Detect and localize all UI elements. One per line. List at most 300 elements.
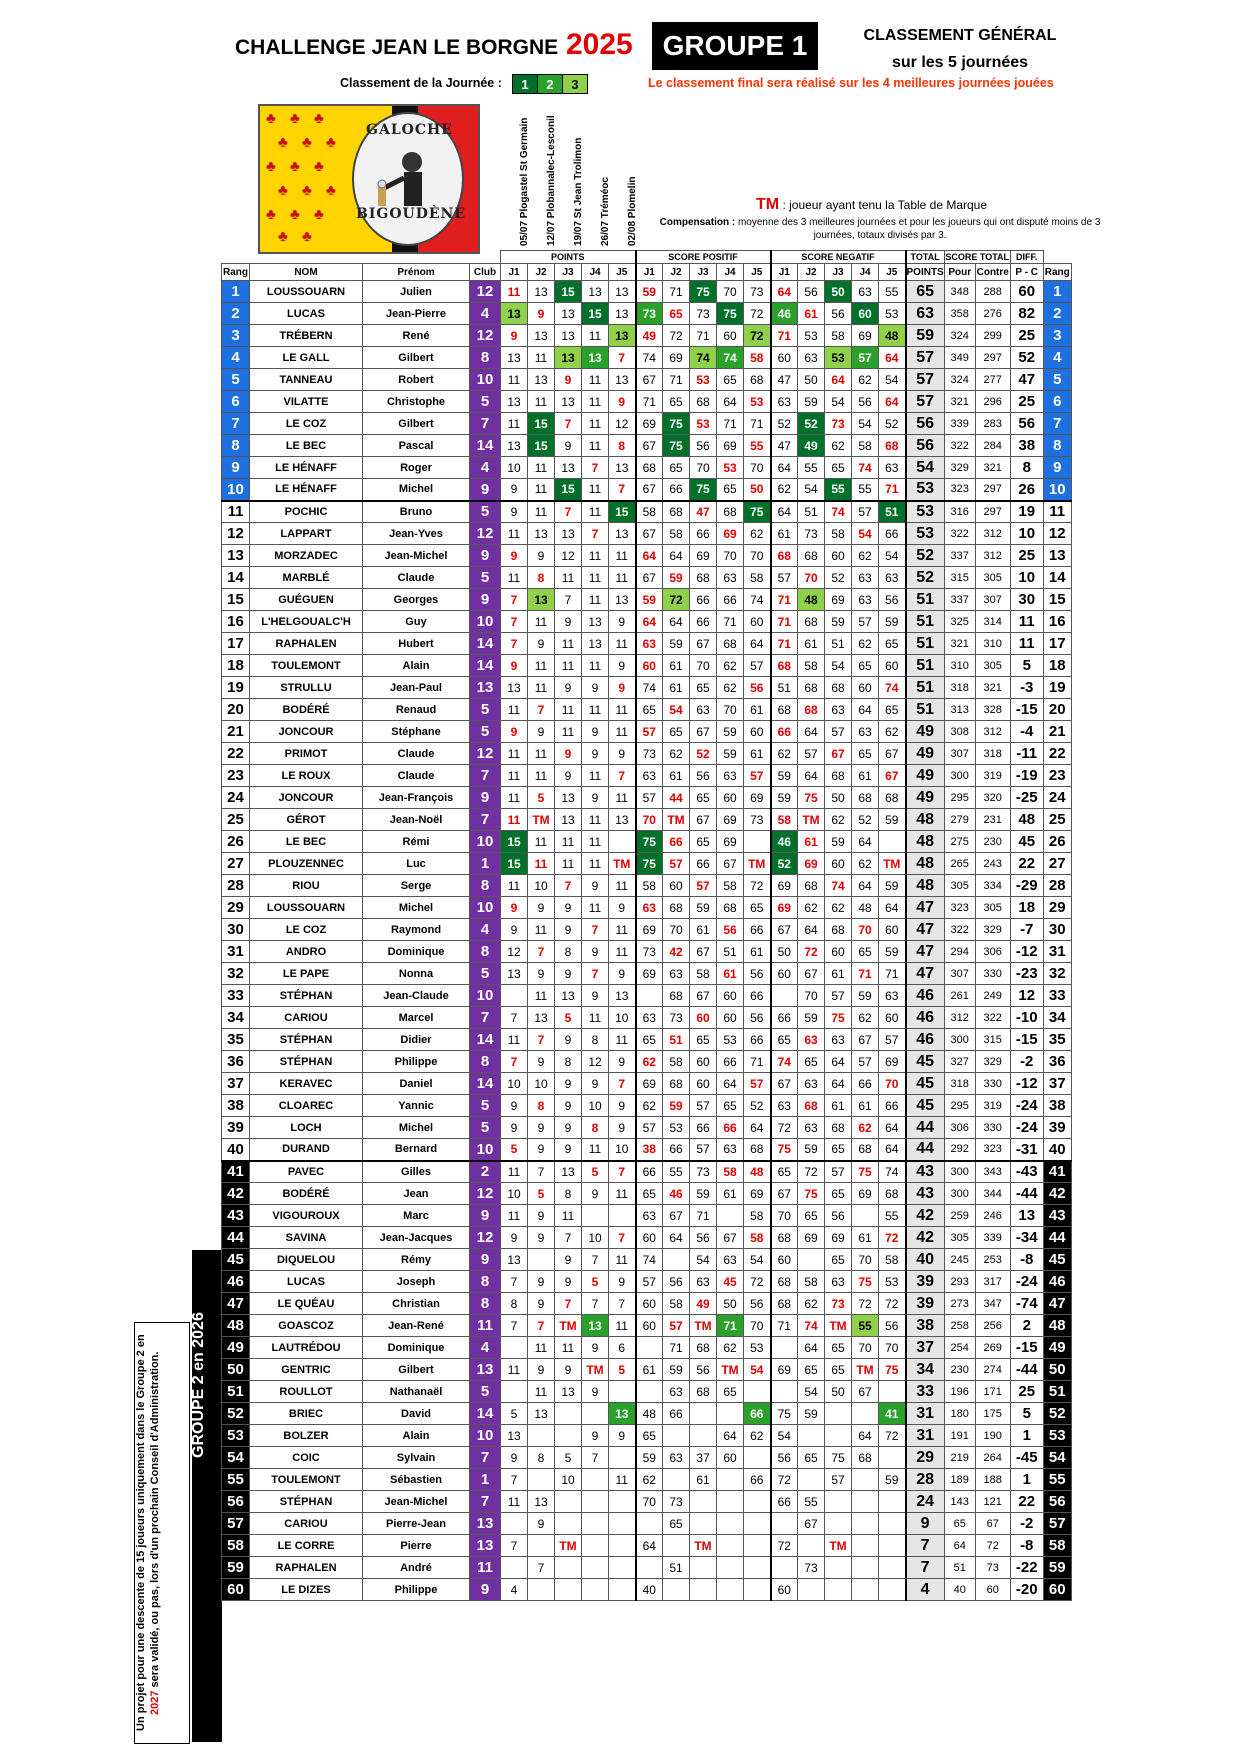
points-j5-cell: 13 (609, 523, 636, 545)
score-positive-j1-cell: 62 (636, 1469, 663, 1491)
score-negative-j5-cell: 54 (879, 369, 906, 391)
firstname-cell: Jean-Michel (363, 1491, 470, 1513)
diff-cell: -74 (1010, 1293, 1043, 1315)
points-j1-cell: 13 (501, 303, 528, 325)
points-j1-cell: 10 (501, 1073, 528, 1095)
score-positive-j2-cell: 55 (663, 1161, 690, 1183)
points-j1-cell: 7 (501, 611, 528, 633)
ermine-icon: ♣ (278, 182, 288, 199)
score-negative-j3-cell: 65 (825, 1139, 852, 1161)
col-pts-j5: J5 (609, 264, 636, 281)
score-negative-j1-cell: 65 (771, 1029, 798, 1051)
points-j1-cell: 7 (501, 1535, 528, 1557)
ermine-icon: ♣ (278, 134, 288, 151)
points-j3-cell: 11 (555, 721, 582, 743)
points-j3-cell: 8 (555, 1183, 582, 1205)
points-j4-cell: 11 (582, 589, 609, 611)
diff-cell: 25 (1010, 325, 1043, 347)
score-contre-cell: 321 (975, 457, 1010, 479)
score-negative-j5-cell: 66 (879, 1095, 906, 1117)
points-j2-cell: 11 (528, 611, 555, 633)
score-positive-j5-cell: 66 (744, 985, 771, 1007)
score-negative-j4-cell: 63 (852, 589, 879, 611)
score-contre-cell: 73 (975, 1557, 1010, 1579)
score-negative-j4-cell: 64 (852, 831, 879, 853)
points-j3-cell (555, 1425, 582, 1447)
points-j5-cell: 13 (609, 985, 636, 1007)
points-j3-cell: 13 (555, 325, 582, 347)
score-negative-j3-cell: 69 (825, 589, 852, 611)
points-j2-cell: 9 (528, 633, 555, 655)
score-negative-j5-cell: 72 (879, 1425, 906, 1447)
score-negative-j4-cell: 48 (852, 897, 879, 919)
score-negative-j5-cell: 59 (879, 611, 906, 633)
score-negative-j5-cell: 72 (879, 1293, 906, 1315)
score-negative-j5-cell: 69 (879, 1051, 906, 1073)
score-negative-j2-cell: 61 (798, 831, 825, 853)
score-negative-j3-cell: 51 (825, 633, 852, 655)
firstname-cell: Rémi (363, 831, 470, 853)
score-negative-j3-cell (825, 1425, 852, 1447)
score-negative-j3-cell: 58 (825, 523, 852, 545)
score-negative-j1-cell: 59 (771, 765, 798, 787)
rank-cell: 2 (222, 303, 250, 325)
score-negative-j2-cell: 58 (798, 655, 825, 677)
club-cell: 4 (470, 1337, 501, 1359)
points-j3-cell: 7 (555, 501, 582, 523)
col-pts-j1: J1 (501, 264, 528, 281)
score-negative-j3-cell: 64 (825, 1051, 852, 1073)
score-positive-j2-cell: 71 (663, 281, 690, 303)
name-cell: LE BEC (250, 435, 363, 457)
score-negative-j2-cell: 65 (798, 1051, 825, 1073)
club-cell: 9 (470, 1579, 501, 1601)
points-j2-cell: 9 (528, 897, 555, 919)
points-j5-cell: 11 (609, 567, 636, 589)
score-negative-j2-cell: 63 (798, 1029, 825, 1051)
rank-right-cell: 53 (1043, 1425, 1071, 1447)
score-negative-j4-cell (852, 1579, 879, 1601)
firstname-cell: Christophe (363, 391, 470, 413)
score-positive-j1-cell: 40 (636, 1579, 663, 1601)
score-positive-j5-cell: 56 (744, 677, 771, 699)
score-positive-j4-cell: TM (717, 1359, 744, 1381)
score-negative-j5-cell: 74 (879, 677, 906, 699)
score-negative-j4-cell: 57 (852, 611, 879, 633)
diff-cell: 38 (1010, 435, 1043, 457)
club-cell: 13 (470, 1359, 501, 1381)
club-cell: 8 (470, 941, 501, 963)
rank-right-cell: 12 (1043, 523, 1071, 545)
compensation-text: moyenne des 3 meilleures journées et pour les joueurs qui ont disputé moins de 3 journées, totaux divisés par 3. (735, 217, 1101, 241)
score-contre-cell: 344 (975, 1183, 1010, 1205)
rank-cell: 8 (222, 435, 250, 457)
score-negative-j4-cell: 61 (852, 1095, 879, 1117)
diff-cell: -24 (1010, 1095, 1043, 1117)
score-positive-j5-cell: 73 (744, 281, 771, 303)
total-points-cell: 57 (906, 347, 945, 369)
rank-cell: 7 (222, 413, 250, 435)
diff-cell: -15 (1010, 1337, 1043, 1359)
score-positive-j4-cell (717, 1557, 744, 1579)
rank-cell: 9 (222, 457, 250, 479)
rank-cell: 21 (222, 721, 250, 743)
score-negative-j1-cell: 60 (771, 1249, 798, 1271)
rank-right-cell: 15 (1043, 589, 1071, 611)
score-negative-j1-cell: 61 (771, 523, 798, 545)
rank-right-cell: 58 (1043, 1535, 1071, 1557)
name-cell: RAPHALEN (250, 1557, 363, 1579)
score-contre-cell: 329 (975, 1051, 1010, 1073)
score-pour-cell: 315 (944, 567, 975, 589)
score-negative-j2-cell: 51 (798, 501, 825, 523)
ermine-icon: ♣ (302, 228, 312, 245)
score-negative-j2-cell: 50 (798, 369, 825, 391)
score-negative-j2-cell: 64 (798, 765, 825, 787)
club-cell: 11 (470, 1315, 501, 1337)
points-j4-cell: 12 (582, 1051, 609, 1073)
score-positive-j1-cell: 70 (636, 1491, 663, 1513)
day-ranking-legend-label: Classement de la Journée : (340, 76, 502, 90)
score-positive-j1-cell: 67 (636, 435, 663, 457)
score-negative-j5-cell: 59 (879, 941, 906, 963)
rank-right-cell: 35 (1043, 1029, 1071, 1051)
score-negative-j3-cell: 56 (825, 303, 852, 325)
score-positive-j1-cell: 59 (636, 589, 663, 611)
score-pour-cell: 196 (944, 1381, 975, 1403)
name-cell: RAPHALEN (250, 633, 363, 655)
firstname-cell: Jean-Jacques (363, 1227, 470, 1249)
total-points-cell: 53 (906, 479, 945, 501)
firstname-cell: Luc (363, 853, 470, 875)
rank-right-cell: 11 (1043, 501, 1071, 523)
points-j1-cell: 9 (501, 501, 528, 523)
score-negative-j2-cell: 62 (798, 897, 825, 919)
rank-right-cell: 54 (1043, 1447, 1071, 1469)
score-positive-j3-cell: 63 (690, 1271, 717, 1293)
rank-cell: 4 (222, 347, 250, 369)
total-points-cell: 48 (906, 831, 945, 853)
score-positive-j4-cell: 53 (717, 1029, 744, 1051)
score-positive-j1-cell: 73 (636, 303, 663, 325)
score-positive-j5-cell: 71 (744, 1051, 771, 1073)
club-cell: 10 (470, 985, 501, 1007)
rank-right-cell: 33 (1043, 985, 1071, 1007)
score-contre-cell: 330 (975, 963, 1010, 985)
name-cell: CARIOU (250, 1007, 363, 1029)
score-positive-j4-cell: 71 (717, 611, 744, 633)
diff-cell: 25 (1010, 1381, 1043, 1403)
points-j3-cell: 11 (555, 1205, 582, 1227)
name-cell: L'HELGOUALC'H (250, 611, 363, 633)
score-positive-j3-cell: 59 (690, 897, 717, 919)
tm-code: TM (756, 196, 780, 213)
score-negative-j5-cell: 63 (879, 457, 906, 479)
score-positive-j2-cell: 58 (663, 1293, 690, 1315)
points-j1-cell: 9 (501, 919, 528, 941)
club-cell: 5 (470, 963, 501, 985)
diff-cell: 26 (1010, 479, 1043, 501)
club-cell: 14 (470, 655, 501, 677)
club-cell: 10 (470, 897, 501, 919)
points-j4-cell: 9 (582, 1381, 609, 1403)
points-j4-cell: 13 (582, 1315, 609, 1337)
score-positive-j4-cell: 68 (717, 501, 744, 523)
descent-note-a: Un projet pour une descente de 15 joueurs uniquement dans le Groupe 2 en (135, 1334, 147, 1732)
rank-right-cell: 56 (1043, 1491, 1071, 1513)
rank-cell: 1 (222, 281, 250, 303)
points-j1-cell: 7 (501, 1315, 528, 1337)
score-negative-j5-cell: 70 (879, 1073, 906, 1095)
rank-cell: 31 (222, 941, 250, 963)
rank-right-cell: 2 (1043, 303, 1071, 325)
score-negative-j1-cell (771, 1381, 798, 1403)
club-cell: 7 (470, 1447, 501, 1469)
points-j4-cell: 9 (582, 1425, 609, 1447)
points-j3-cell: 9 (555, 963, 582, 985)
score-negative-j3-cell: 62 (825, 897, 852, 919)
points-j3-cell: 15 (555, 479, 582, 501)
score-negative-j3-cell: 62 (825, 809, 852, 831)
score-negative-j1-cell: 68 (771, 1227, 798, 1249)
diff-cell: -44 (1010, 1359, 1043, 1381)
points-j1-cell: 11 (501, 765, 528, 787)
score-pour-cell: 51 (944, 1557, 975, 1579)
header-spacer (222, 251, 501, 264)
points-j2-cell: 5 (528, 1183, 555, 1205)
rank-cell: 30 (222, 919, 250, 941)
diff-cell: -23 (1010, 963, 1043, 985)
score-positive-j2-cell: 68 (663, 1073, 690, 1095)
diff-cell: -12 (1010, 941, 1043, 963)
points-j5-cell: 11 (609, 941, 636, 963)
score-contre-cell: 322 (975, 1007, 1010, 1029)
rank-right-cell: 19 (1043, 677, 1071, 699)
rank-cell: 41 (222, 1161, 250, 1183)
points-j3-cell (555, 1579, 582, 1601)
score-negative-j5-cell: 59 (879, 1469, 906, 1491)
points-j2-cell: 11 (528, 479, 555, 501)
score-negative-j4-cell: 52 (852, 809, 879, 831)
points-j4-cell: 7 (582, 1249, 609, 1271)
legend-second: 2 (537, 74, 563, 94)
score-contre-cell: 256 (975, 1315, 1010, 1337)
points-j2-cell: 13 (528, 1491, 555, 1513)
score-negative-j1-cell: 52 (771, 413, 798, 435)
score-negative-j3-cell: 60 (825, 853, 852, 875)
score-positive-j1-cell: 67 (636, 479, 663, 501)
score-positive-j1-cell (636, 1381, 663, 1403)
score-positive-j5-cell: 74 (744, 589, 771, 611)
points-j2-cell: 15 (528, 413, 555, 435)
name-cell: DURAND (250, 1139, 363, 1161)
score-negative-j4-cell: 66 (852, 1073, 879, 1095)
total-points-cell: 7 (906, 1535, 945, 1557)
score-negative-j2-cell: 73 (798, 1557, 825, 1579)
score-negative-j3-cell: 63 (825, 1029, 852, 1051)
score-negative-j1-cell: 75 (771, 1139, 798, 1161)
legend-first: 1 (512, 74, 538, 94)
total-points-cell: 47 (906, 941, 945, 963)
diff-cell: -34 (1010, 1227, 1043, 1249)
score-negative-j4-cell (852, 1491, 879, 1513)
date-j3: 19/07 St Jean Trolimon (573, 137, 584, 246)
points-j4-cell: 11 (582, 897, 609, 919)
score-positive-j4-cell: 60 (717, 985, 744, 1007)
score-positive-j5-cell: 64 (744, 1117, 771, 1139)
score-positive-j2-cell: 56 (663, 1271, 690, 1293)
table-row (222, 1293, 1072, 1315)
score-positive-j2-cell: 65 (663, 303, 690, 325)
points-j1-cell: 13 (501, 1249, 528, 1271)
score-contre-cell: 321 (975, 677, 1010, 699)
score-positive-j4-cell: 58 (717, 875, 744, 897)
score-pour-cell: 337 (944, 589, 975, 611)
points-j2-cell: 13 (528, 369, 555, 391)
score-positive-j5-cell: 72 (744, 875, 771, 897)
diff-cell: 8 (1010, 457, 1043, 479)
club-cell: 9 (470, 479, 501, 501)
score-negative-j3-cell: 69 (825, 1227, 852, 1249)
firstname-cell: Daniel (363, 1073, 470, 1095)
score-negative-j4-cell: 63 (852, 281, 879, 303)
table-row (222, 391, 1072, 413)
score-negative-j4-cell: 57 (852, 501, 879, 523)
club-cell: 9 (470, 545, 501, 567)
diff-cell: 19 (1010, 501, 1043, 523)
score-contre-cell: 230 (975, 831, 1010, 853)
table-row (222, 1381, 1072, 1403)
score-negative-j1-cell: 69 (771, 897, 798, 919)
score-positive-j2-cell: 57 (663, 1315, 690, 1337)
points-j5-cell: 13 (609, 457, 636, 479)
points-j5-cell: 9 (609, 1117, 636, 1139)
rank-right-cell: 10 (1043, 479, 1071, 501)
score-negative-j1-cell: 72 (771, 1535, 798, 1557)
score-negative-j4-cell (852, 1557, 879, 1579)
score-negative-j2-cell: 56 (798, 281, 825, 303)
score-positive-j3-cell: 73 (690, 1161, 717, 1183)
total-points-cell: 43 (906, 1183, 945, 1205)
score-pour-cell: 292 (944, 1139, 975, 1161)
score-negative-j4-cell: 70 (852, 919, 879, 941)
score-pour-cell: 318 (944, 677, 975, 699)
points-j1-cell: 11 (501, 1029, 528, 1051)
rank-cell: 38 (222, 1095, 250, 1117)
score-negative-j4-cell: 58 (852, 435, 879, 457)
score-positive-j1-cell: 58 (636, 875, 663, 897)
points-j5-cell: 7 (609, 1161, 636, 1183)
score-contre-cell: 269 (975, 1337, 1010, 1359)
score-contre-cell: 310 (975, 633, 1010, 655)
firstname-cell: Dominique (363, 941, 470, 963)
firstname-cell: Jean-Michel (363, 545, 470, 567)
tm-legend (756, 196, 987, 214)
points-j4-cell (582, 1513, 609, 1535)
col-nom: NOM (250, 264, 363, 281)
ermine-icon: ♣ (314, 158, 324, 175)
score-positive-j1-cell: 67 (636, 523, 663, 545)
score-pour-cell: 230 (944, 1359, 975, 1381)
points-j4-cell: 11 (582, 1139, 609, 1161)
score-positive-j2-cell: 73 (663, 1007, 690, 1029)
rank-cell: 56 (222, 1491, 250, 1513)
points-j5-cell: 9 (609, 611, 636, 633)
points-j4-cell: TM (582, 1359, 609, 1381)
score-contre-cell: 297 (975, 347, 1010, 369)
rank-cell: 45 (222, 1249, 250, 1271)
firstname-cell: Guy (363, 611, 470, 633)
points-j3-cell: 13 (555, 1161, 582, 1183)
rank-right-cell: 8 (1043, 435, 1071, 457)
points-j1-cell: 9 (501, 479, 528, 501)
rank-right-cell: 25 (1043, 809, 1071, 831)
ermine-icon: ♣ (302, 182, 312, 199)
score-negative-j4-cell: 70 (852, 1337, 879, 1359)
rank-cell: 6 (222, 391, 250, 413)
score-positive-j3-cell: 74 (690, 347, 717, 369)
total-points-cell: 45 (906, 1095, 945, 1117)
table-row (222, 501, 1072, 523)
points-j2-cell: 7 (528, 1161, 555, 1183)
ermine-icon: ♣ (326, 182, 336, 199)
table-row (222, 479, 1072, 501)
score-negative-j5-cell: 62 (879, 721, 906, 743)
score-negative-j5-cell: 59 (879, 809, 906, 831)
date-j2: 12/07 Plobannalec-Lesconil (546, 115, 557, 246)
score-positive-j4-cell: 59 (717, 743, 744, 765)
score-positive-j3-cell: 70 (690, 457, 717, 479)
diff-cell: -3 (1010, 677, 1043, 699)
score-positive-j5-cell: 66 (744, 1403, 771, 1425)
firstname-cell: Jean-René (363, 1315, 470, 1337)
rank-cell: 37 (222, 1073, 250, 1095)
score-pour-cell: 258 (944, 1315, 975, 1337)
firstname-cell: Michel (363, 897, 470, 919)
total-points-cell: 47 (906, 897, 945, 919)
total-points-cell: 52 (906, 545, 945, 567)
table-row (222, 1073, 1072, 1095)
score-negative-j2-cell: 75 (798, 787, 825, 809)
score-positive-j5-cell: 57 (744, 1073, 771, 1095)
score-contre-cell: 264 (975, 1447, 1010, 1469)
score-positive-j3-cell (690, 1579, 717, 1601)
score-positive-j2-cell: 59 (663, 567, 690, 589)
score-negative-j3-cell: 57 (825, 721, 852, 743)
name-cell: ANDRO (250, 941, 363, 963)
col-rang: Rang (222, 264, 250, 281)
points-j4-cell: 7 (582, 523, 609, 545)
table-row (222, 1183, 1072, 1205)
total-points-cell: 51 (906, 655, 945, 677)
score-negative-j1-cell: 56 (771, 1447, 798, 1469)
descent-note (134, 1326, 188, 1740)
points-j5-cell: 13 (609, 281, 636, 303)
logo-text-top: GALOCHE (366, 122, 453, 138)
total-points-cell: 46 (906, 1007, 945, 1029)
score-negative-j4-cell: 72 (852, 1293, 879, 1315)
firstname-cell: Hubert (363, 633, 470, 655)
total-points-cell: 49 (906, 743, 945, 765)
score-negative-j1-cell: 66 (771, 1007, 798, 1029)
rank-right-cell: 41 (1043, 1161, 1071, 1183)
club-cell: 4 (470, 457, 501, 479)
name-cell: GÉROT (250, 809, 363, 831)
club-cell: 13 (470, 677, 501, 699)
points-j4-cell: 10 (582, 1227, 609, 1249)
score-positive-j2-cell: 63 (663, 963, 690, 985)
firstname-cell: Marc (363, 1205, 470, 1227)
